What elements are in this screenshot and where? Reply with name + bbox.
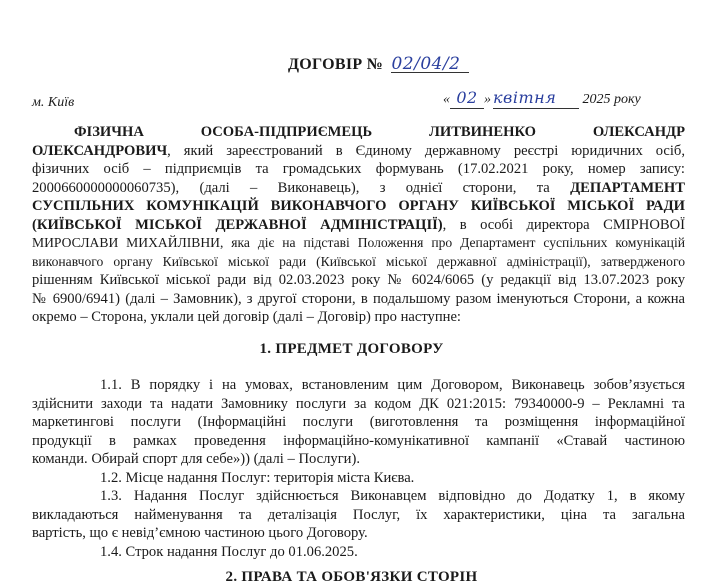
clause-line: продукції в рамках проведення інформаційно-комунікативної кампанії «Ставай частиною — [32, 432, 685, 449]
preamble-line: (КИЇВСЬКОЇ МІСЬКОЇ ДЕРЖАВНОЇ АДМІНІСТРАЦІЇ), в особі директора СМІРНОВОЇ — [32, 216, 685, 233]
clause-line: 1.1. В порядку і на умовах, встановленим цим Договором, Виконавець зобов’язується — [100, 377, 685, 393]
title-prefix: ДОГОВІР № — [288, 56, 384, 73]
date-open-quote: « — [443, 92, 450, 107]
clause-line: команди. Обирай спорт для себе»)) (далі – Послуги). — [32, 451, 361, 467]
month-handwritten: квітня — [493, 88, 557, 107]
contract-title — [288, 56, 469, 74]
clause-line: 1.2. Місце надання Послуг: територія міста Києва. — [100, 469, 415, 486]
clause-line: 1.3. Надання Послуг здійснюється Виконавцем відповідно до Додатку 1, в якому — [100, 488, 685, 504]
clause-line: маркетингові послуги (Інформаційні послуги (виготовлення та розміщення інформаційної — [32, 414, 685, 430]
section-2-heading: 2. ПРАВА ТА ОБОВ'ЯЗКИ СТОРІН — [225, 569, 478, 585]
contract-number-field — [391, 54, 469, 74]
preamble-line: ФІЗИЧНА ОСОБА-ПІДПРИЄМЕЦЬ ЛИТВИНЕНКО ОЛЕКСАНДР — [74, 124, 685, 140]
clause-line: викладаються найменування та деталізація Послуг, їх характеристики, ціна та загальна — [32, 506, 685, 523]
preamble-line: 2000660000000060735), (далі – Виконавець), з однієї сторони, та ДЕПАРТАМЕНТ — [32, 179, 685, 196]
section-1-body — [32, 376, 685, 561]
city-label: м. Київ — [32, 95, 75, 110]
clause-line: здійснити заходи та надати Замовнику послуги за кодом ДК 021:2015: 79340000-9 – Рекламні та — [32, 395, 685, 412]
preamble-line: СУСПІЛЬНИХ КОМУНІКАЦІЙ ВИКОНАВЧОГО ОРГАНУ КИЇВСЬКОЇ МІСЬКОЇ РАДИ — [32, 198, 685, 214]
date-close-quote: » — [484, 92, 491, 107]
clause-line: вартість, що є невід’ємною частиною цього Договору. — [32, 525, 368, 541]
preamble-line: виконавчого органу Київської міської ради (Київської міської державної адміністрації), затвердженого — [32, 253, 685, 269]
preamble-line: фізичних осіб – підприємців та громадських формувань (17.02.2021 року, номер запису: — [32, 161, 685, 177]
preamble-line: МИРОСЛАВИ МИХАЙЛІВНИ, яка діє на підставі Положення про Департамент суспільних комунікацій — [32, 235, 685, 250]
year-suffix: 2025 року — [582, 92, 641, 107]
section-1-heading: 1. ПРЕДМЕТ ДОГОВОРУ — [259, 341, 444, 357]
month-field — [493, 88, 579, 109]
preamble — [32, 123, 685, 327]
day-handwritten: 02 — [456, 88, 478, 107]
day-field — [450, 88, 484, 109]
preamble-line: рішенням Київської міської ради від 02.03.2023 року № 6024/6065 (у редакції від 13.07.2023 року — [32, 272, 685, 288]
preamble-line: № 6900/6941) (далі – Замовник), з другої сторони, в подальшому разом іменуються Сторони, а кожна — [32, 290, 685, 307]
contract-number-handwritten: 02/04/2 — [391, 54, 461, 74]
preamble-line: окремо – Сторона, уклали цей договір (далі – Договір) про наступне: — [32, 309, 461, 325]
contract-date — [443, 88, 641, 109]
clause-line: 1.4. Строк надання Послуг до 01.06.2025. — [100, 543, 358, 560]
preamble-line: ОЛЕКСАНДРОВИЧ, який зареєстрований в Єдиному державному реєстрі юридичних осіб, — [32, 142, 685, 159]
